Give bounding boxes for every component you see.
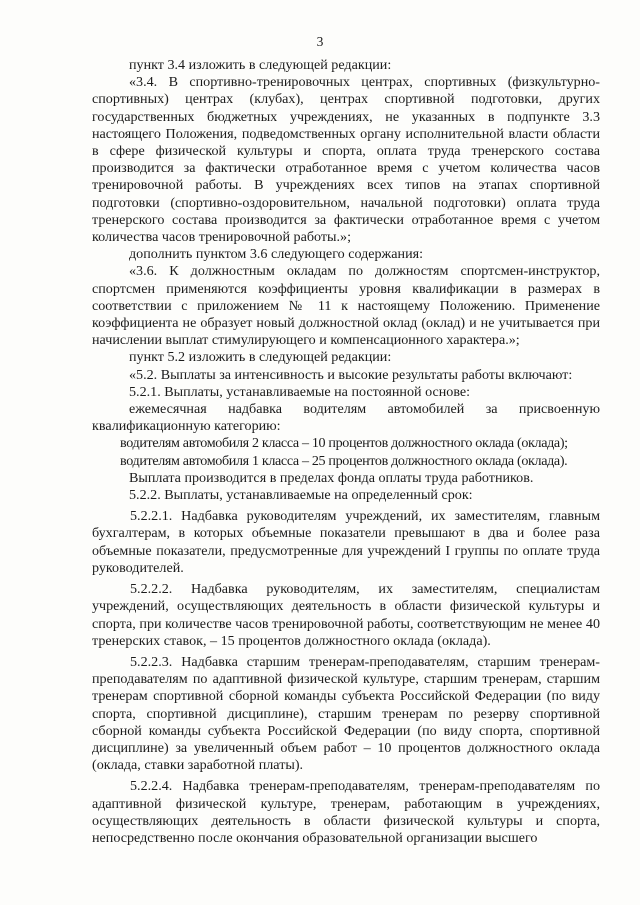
paragraph-driver-class-1: водителям автомобиля 1 класса – 25 процентов должностного оклада (оклада). bbox=[120, 452, 568, 469]
paragraph-amend-5-2: пункт 5.2 изложить в следующей редакции: bbox=[129, 349, 392, 366]
paragraph-clause-5-2-2-3: 5.2.2.3. Надбавка старшим тренерам-преподавателям, старшим тренерам-преподавателям по адаптивной физической культуре, старшим тренерам, старшим тренерам спортивной сборной команды субъекта Российской Федерации (по виду спорта, спортивной дисциплине), старшим тренерам по резерву спортивной сборной команды субъекта Российской Федерации (по виду спорта, спортивной дисциплине) за увеличенный объем работ – 10 процентов должностного оклада (оклада, ставки заработной платы). bbox=[92, 653, 600, 774]
document-body bbox=[92, 57, 600, 847]
paragraph-add-3-6: дополнить пунктом 3.6 следующего содержания: bbox=[129, 246, 424, 263]
paragraph-payroll-fund: Выплата производится в пределах фонда оплаты труда работников. bbox=[129, 469, 534, 486]
paragraph-clause-5-2-2-1: 5.2.2.1. Надбавка руководителям учреждений, их заместителям, главным бухгалтерам, в которых объемные показатели превышают в два и более раза объемные показатели, предусмотренные для учреждений I группы по оплате труда руководителей. bbox=[92, 508, 600, 576]
page-number: 3 bbox=[316, 34, 324, 49]
paragraph-driver-class-2: водителям автомобиля 2 класса – 10 процентов должностного оклада (оклада); bbox=[120, 435, 568, 452]
paragraph-clause-5-2-2: 5.2.2. Выплаты, устанавливаемые на определенный срок: bbox=[129, 487, 473, 504]
paragraph-driver-bonus: ежемесячная надбавка водителям автомобилей за присвоенную квалификационную категорию: bbox=[92, 401, 600, 435]
paragraph-clause-5-2-1: 5.2.1. Выплаты, устанавливаемые на постоянной основе: bbox=[129, 383, 471, 400]
paragraph-clause-3-6: «3.6. К должностным окладам по должностям спортсмен-инструктор, спортсмен применяются коэффициенты уровня квалификации в размерах в соответствии с приложением № 11 к настоящему Положению. Применение коэффициента не образует новый должностной оклад (оклад) и не учитывается при начислении выплат стимулирующего и компенсационного характера.»; bbox=[92, 263, 600, 349]
paragraph-clause-5-2-2-2: 5.2.2.2. Надбавка руководителям, их заместителям, специалистам учреждений, осуществляющих деятельность в области физической культуры и спорта, при количестве часов тренировочной работы, соответствующим не менее 40 тренерских ставок, – 15 процентов должностного оклада (оклада). bbox=[92, 581, 600, 649]
paragraph-clause-3-4: «3.4. В спортивно-тренировочных центрах, спортивных (физкультурно-спортивных) центрах (клубах), центрах спортивной подготовки, других государственных бюджетных учреждениях, не указанных в подпункте 3.3 настоящего Положения, подведомственных органу исполнительной власти области в сфере физической культуры и спорта, оплата труда тренерского состава производится за фактически отработанное время с учетом количества часов тренировочной работы. В учреждениях всех типов на этапах спортивной подготовки (спортивно-оздоровительном, начальной подготовки) оплата труда тренерского состава производится за фактически отработанное время с учетом количества часов тренировочной работы.»; bbox=[92, 74, 600, 246]
paragraph-clause-5-2: «5.2. Выплаты за интенсивность и высокие результаты работы включают: bbox=[129, 366, 573, 383]
paragraph-amend-3-4: пункт 3.4 изложить в следующей редакции: bbox=[129, 57, 392, 73]
paragraph-clause-5-2-2-4: 5.2.2.4. Надбавка тренерам-преподавателям, тренерам-преподавателям по адаптивной физической культуре, тренерам, работающим в учреждениях, осуществляющих деятельность в области физической культуры и спорта, непосредственно после окончания образовательной организации высшего bbox=[92, 778, 600, 846]
